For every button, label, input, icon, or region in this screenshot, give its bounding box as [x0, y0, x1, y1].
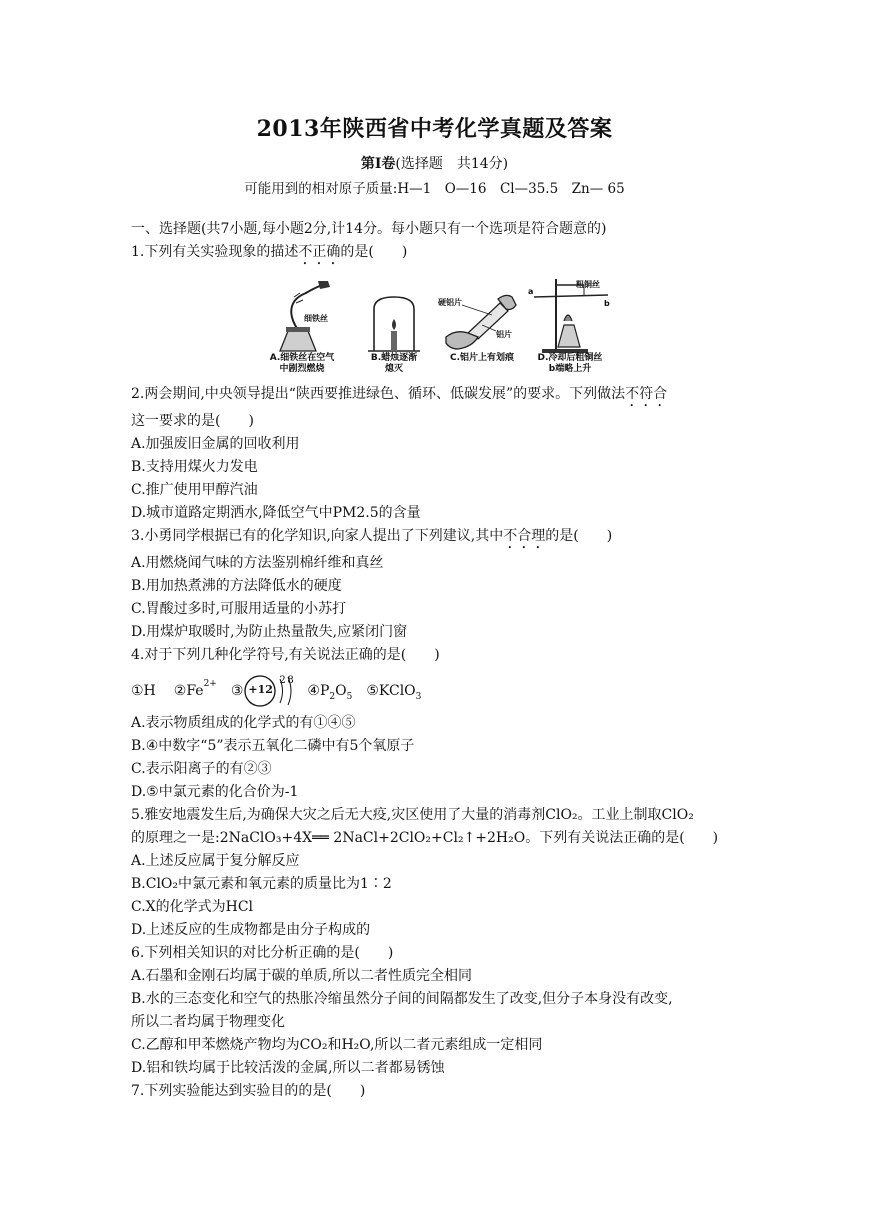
- q2-stem-cont: 这一要求的是( ): [131, 413, 254, 429]
- q5-stem-line-2: 的原理之一是:2NaClO₃+4X══ 2NaCl+2ClO₂+Cl₂↑+2H₂O。下列有关说法正确的是( ): [131, 830, 719, 846]
- q4-option-a: A.表示物质组成的化学式的有①④⑤: [131, 715, 356, 731]
- q4-sym-5: ⑤KClO$_3$: [366, 682, 422, 702]
- figure-d: [526, 275, 614, 375]
- q5-stem-line-1: 5.雅安地震发生后,为确保大灾之后无大疫,灾区使用了大量的消毒剂ClO₂。工业上制取ClO₂: [131, 807, 694, 823]
- fig-d-caption: D.冷却后粗铜丝 b端略上升: [537, 353, 603, 374]
- aluminum-scratch-drawing: [438, 275, 526, 355]
- section-block: [131, 218, 741, 268]
- q4-option-b: B.④中数字“5”表示五氧化二磷中有5个氧原子: [131, 738, 415, 754]
- q6-option-d: D.铝和铁均属于比较活泼的金属,所以二者都易锈蚀: [131, 1060, 445, 1076]
- q1-stem: 1.下列有关实验现象的描述不正确的是( ): [131, 244, 408, 260]
- q3-option-b: B.用加热煮沸的方法降低水的硬度: [131, 578, 342, 594]
- q2-option-b: B.支持用煤火力发电: [131, 459, 258, 475]
- q4-sym-1: ①H: [131, 682, 156, 699]
- candle-jar-drawing: [350, 275, 438, 355]
- q5-option-a: A.上述反应属于复分解反应: [131, 853, 300, 869]
- q3-emphasis: 不合理: [503, 528, 546, 544]
- section-heading: 一、选择题(共7小题,每小题2分,计14分。每小题只有一个选项是符合题意的): [131, 221, 607, 237]
- q3-option-a: A.用燃烧闻气味的方法鉴别棉纤维和真丝: [131, 555, 384, 571]
- q2-option-a: A.加强废旧金属的回收利用: [131, 436, 300, 452]
- q3-option-c: C.胃酸过多时,可服用适量的小苏打: [131, 601, 347, 617]
- figure-a: [258, 275, 346, 375]
- fig-d-label-b: b: [604, 299, 610, 308]
- figure-c: [438, 275, 526, 375]
- q4-sym-3: ③: [230, 682, 244, 699]
- atom-structure-diagram: [243, 671, 299, 711]
- q6-stem: 6.下列相关知识的对比分析正确的是( ): [131, 945, 394, 961]
- q1-figures: [258, 275, 618, 375]
- shell-2-count: 8: [287, 675, 294, 686]
- q4-option-c: C.表示阳离子的有②③: [131, 761, 272, 777]
- part-desc: (选择题 共14分): [395, 156, 509, 172]
- q2-option-d: D.城市道路定期洒水,降低空气中PM2.5的含量: [131, 505, 421, 521]
- fig-c-label-al: 铝片: [496, 330, 512, 339]
- fig-c-label-hard: 硬铝片: [438, 298, 462, 307]
- fig-c-caption: C.铝片上有划痕: [449, 353, 515, 363]
- q7-stem: 7.下列实验能达到实验目的的是( ): [131, 1083, 366, 1099]
- fig-d-label-cu: 粗铜丝: [576, 280, 600, 289]
- q4-sym-2: ②Fe: [173, 682, 204, 699]
- part-label: 第Ⅰ卷: [360, 156, 396, 172]
- q1-emphasis: 不正确: [298, 244, 341, 260]
- q5-option-c: C.X的化学式为HCl: [131, 899, 254, 915]
- q6-option-c: C.乙醇和甲苯燃烧产物均为CO₂和H₂O,所以二者元素组成一定相同: [131, 1037, 543, 1053]
- q5-option-d: D.上述反应的生成物都是由分子构成的: [131, 922, 371, 938]
- atomic-masses: 可能用到的相对原子质量:H—1 O—16 Cl—35.5 Zn— 65: [244, 181, 625, 197]
- q4-sym-4: $④P_2O_5$: [307, 682, 353, 702]
- q2-emphasis: 不符合: [625, 386, 668, 402]
- q2-option-c: C.推广使用甲醇汽油: [131, 482, 258, 498]
- q4-stem: 4.对于下列几种化学符号,有关说法正确的是( ): [131, 647, 440, 663]
- q6-option-b: B.水的三态变化和空气的热胀冷缩虽然分子间的间隔都发生了改变,但分子本身没有改变,: [131, 991, 673, 1007]
- part-heading: [0, 153, 869, 173]
- q2-stem: 2.两会期间,中央领导提出“陕西要推进绿色、循环、低碳发展”的要求。下列做法不符合: [131, 386, 668, 402]
- q4-symbols: ①H ②Fe $^{2+}$ ③ +12 2 8 $④P_2O_5$ ⑤KClO$_3$: [131, 671, 741, 711]
- q4-q7-block: [131, 712, 741, 1103]
- page-title: 2013年陕西省中考化学真题及答案: [256, 116, 613, 142]
- copper-wire-lever-drawing: [526, 275, 614, 355]
- nucleus-charge: +12: [248, 683, 273, 696]
- fig-a-caption: A.细铁丝在空气 中剧烈燃烧: [269, 353, 335, 374]
- q6-option-a: A.石墨和金刚石均属于碳的单质,所以二者性质完全相同: [131, 968, 473, 984]
- q2-q3-block: [131, 383, 741, 667]
- q4-option-d: D.⑤中氯元素的化合价为-1: [131, 784, 299, 800]
- shell-1-count: 2: [279, 675, 286, 686]
- q6-option-b-cont: 所以二者均属于物理变化: [131, 1014, 285, 1030]
- q3-option-d: D.用煤炉取暖时,为防止热量散失,应紧闭门窗: [131, 624, 408, 640]
- q5-option-b: B.ClO₂中氯元素和氧元素的质量比为1∶2: [131, 876, 392, 892]
- figure-b: [350, 275, 438, 375]
- fig-a-label: 细铁丝: [304, 314, 328, 323]
- iron-wire-burning-drawing: [258, 275, 346, 355]
- fig-b-caption: B.蜡烛逐渐 熄灭: [370, 353, 418, 374]
- q3-stem: 3.小勇同学根据已有的化学知识,向家人提出了下列建议,其中不合理的是( ): [131, 528, 613, 544]
- fig-d-label-a: a: [528, 287, 534, 296]
